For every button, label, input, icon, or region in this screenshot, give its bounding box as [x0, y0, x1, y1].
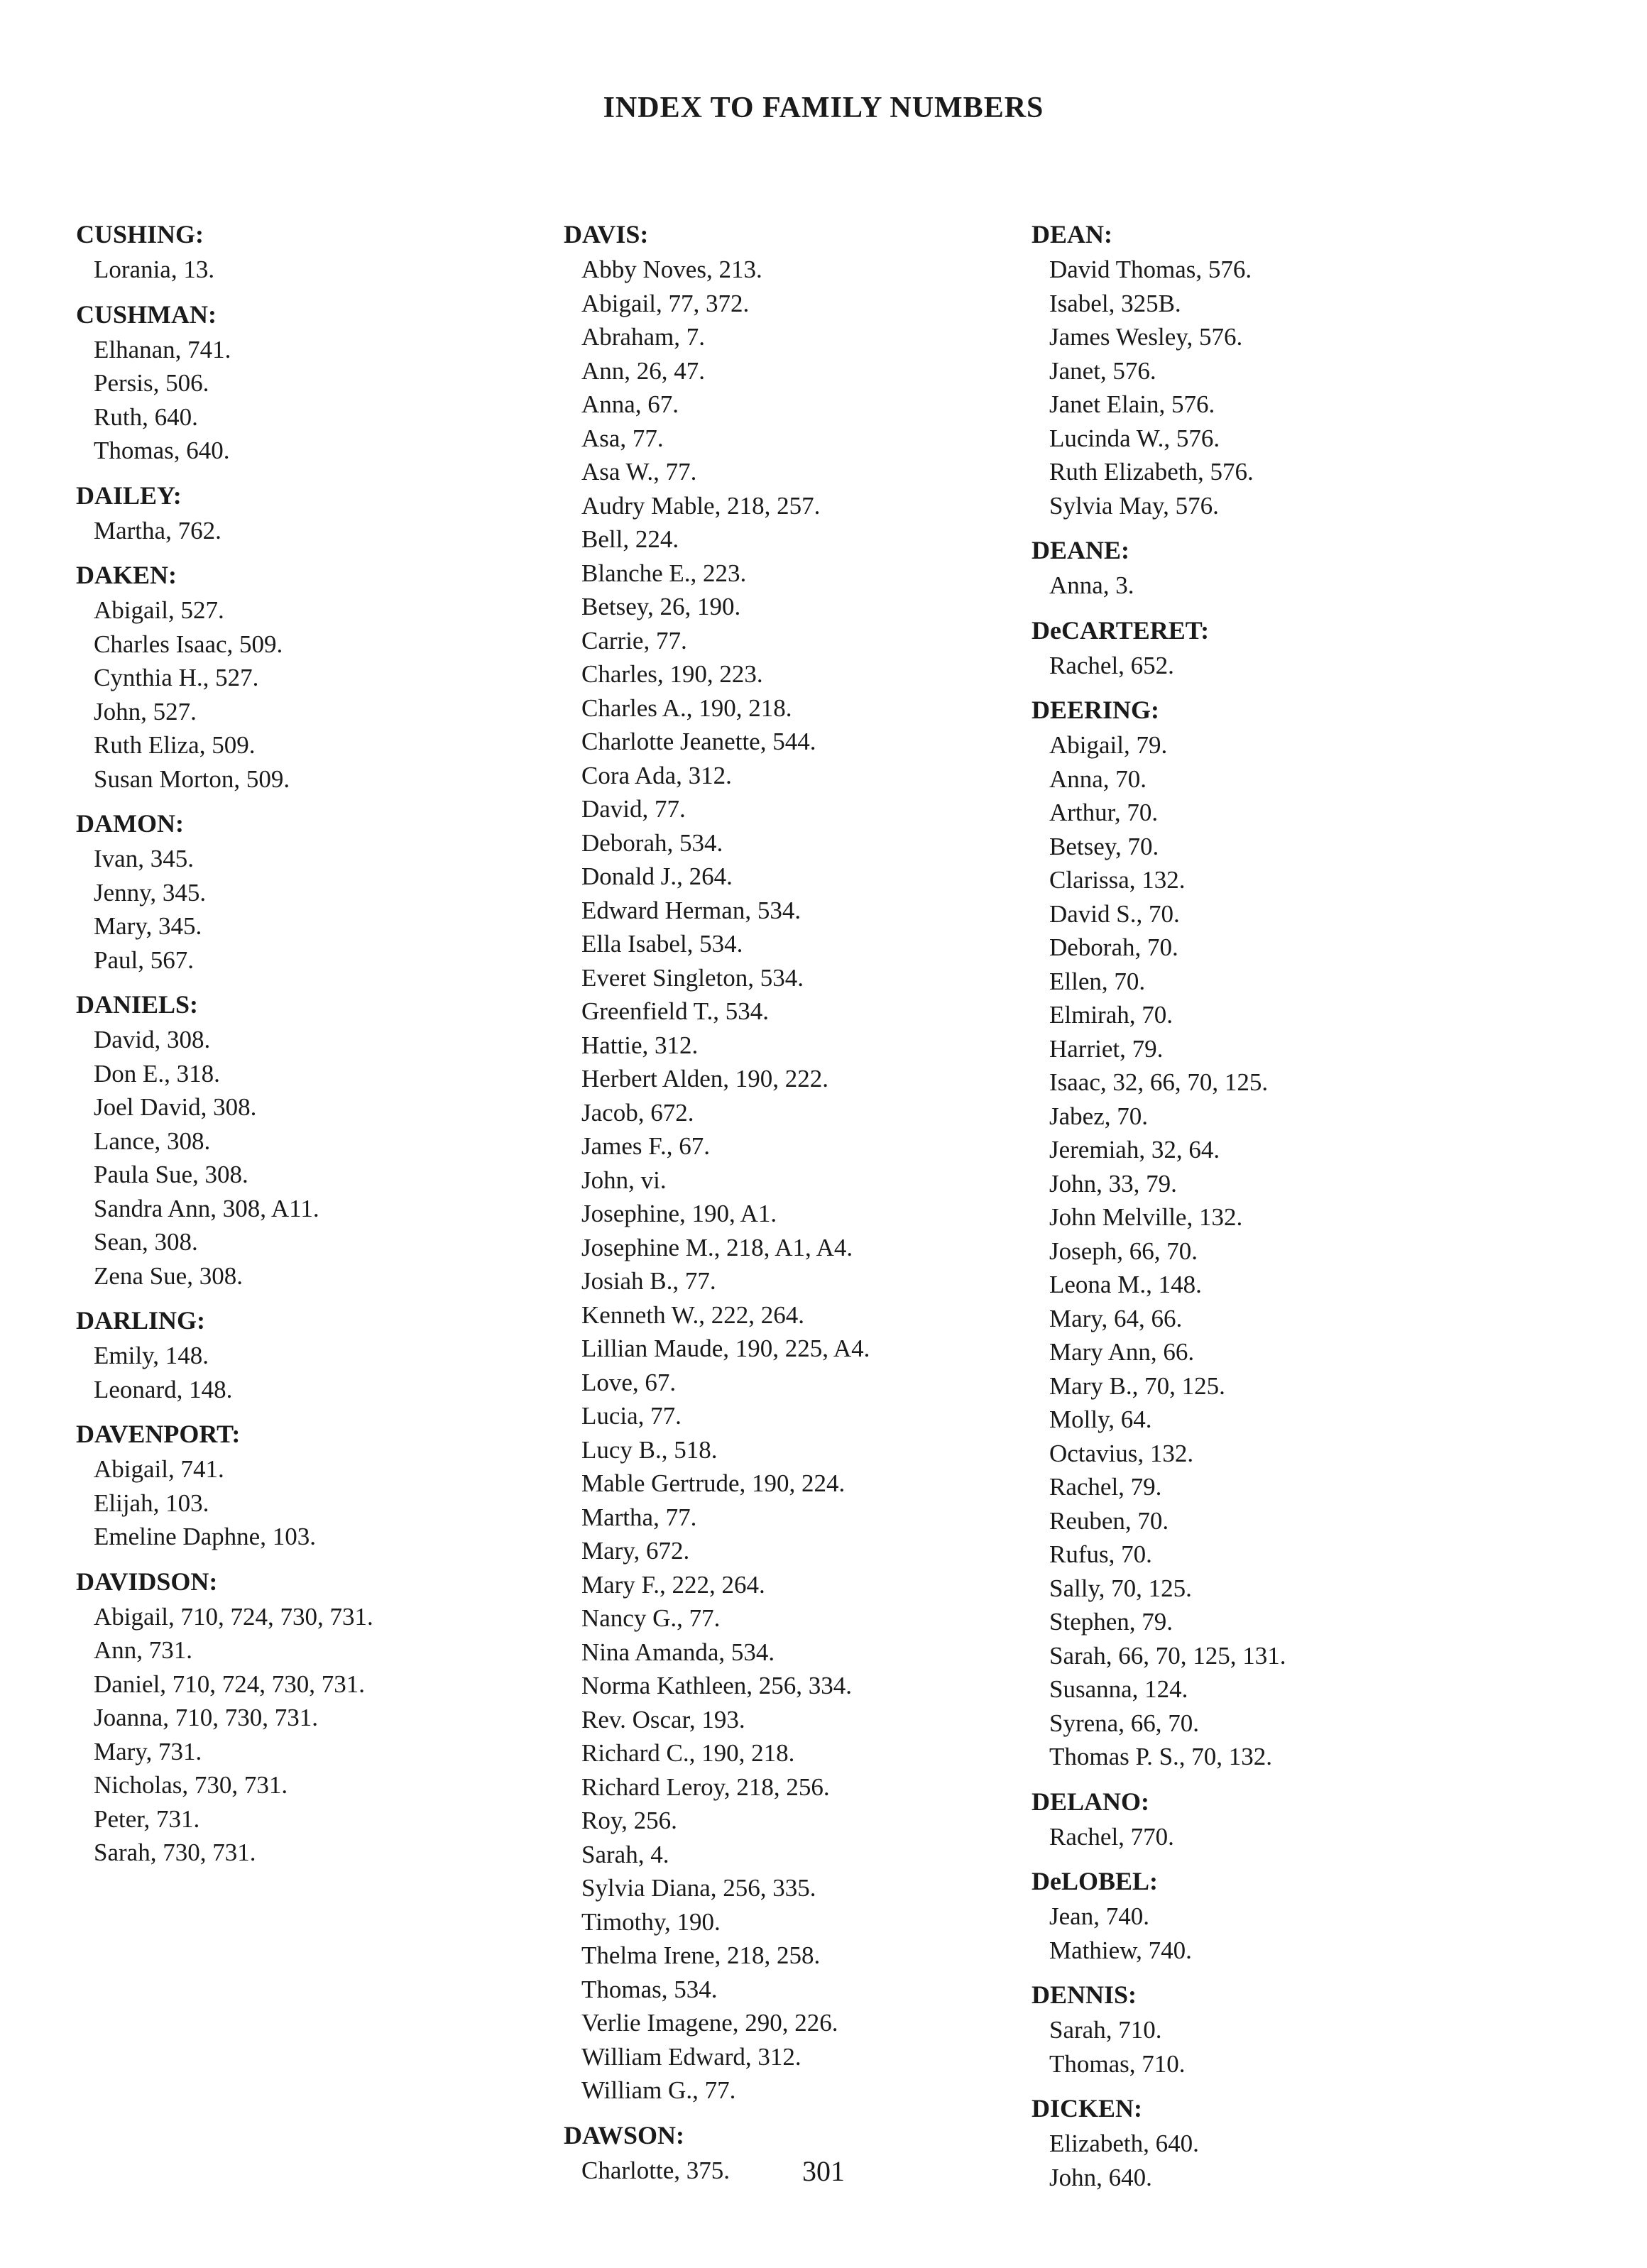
index-entry: Mary F., 222, 264. [581, 1570, 765, 1599]
surname-heading: DAVENPORT: [76, 1420, 241, 1448]
index-entry: Thomas, 534. [581, 1975, 718, 2003]
index-entry: John, 527. [94, 697, 197, 725]
index-entry: Rachel, 770. [1049, 1822, 1174, 1851]
index-entry: Thomas P. S., 70, 132. [1049, 1743, 1273, 1770]
index-entry: Peter, 731. [94, 1804, 200, 1833]
index-entry: Sarah, 710. [1049, 2016, 1162, 2044]
surname-heading: CUSHMAN: [76, 300, 217, 329]
index-entry: John, vi. [581, 1166, 667, 1194]
index-entry: Janet, 576. [1049, 356, 1156, 385]
index-entry: John Melville, 132. [1049, 1203, 1243, 1231]
index-entry: Joseph, 66, 70. [1049, 1237, 1198, 1265]
surname-heading: DANIELS: [76, 990, 199, 1019]
index-entry: Harriet, 79. [1049, 1034, 1164, 1063]
index-column-2 [564, 217, 1025, 2197]
index-entry: Susan Morton, 509. [94, 765, 290, 793]
index-entry: Charlotte Jeanette, 544. [581, 728, 816, 755]
surname-group [76, 1416, 559, 1554]
index-entry: Anna, 3. [1049, 571, 1134, 599]
surname-group [1032, 217, 1500, 522]
index-entry: Betsey, 26, 190. [581, 593, 741, 620]
index-entry: Lucy B., 518. [581, 1435, 718, 1464]
index-entry: James Wesley, 576. [1049, 323, 1243, 351]
index-entry: Nina Amanda, 534. [581, 1638, 775, 1666]
index-entry: Charlotte, 375. [581, 2156, 730, 2184]
index-entry: Zena Sue, 308. [94, 1261, 243, 1290]
index-entry: Elizabeth, 640. [1049, 2130, 1199, 2157]
index-entry: Audry Mable, 218, 257. [581, 491, 821, 520]
index-entry: Sylvia Diana, 256, 335. [581, 1874, 816, 1902]
surname-group [76, 1564, 559, 1870]
index-entry: Lillian Maude, 190, 225, A4. [581, 1335, 870, 1362]
index-entry: Abigail, 77, 372. [581, 289, 750, 317]
surname-heading: DeLOBEL: [1032, 1867, 1159, 1895]
index-entry: Anna, 70. [1049, 765, 1147, 793]
index-entry: Emeline Daphne, 103. [94, 1523, 316, 1550]
surname-group [76, 557, 559, 796]
index-entry: Don E., 318. [94, 1059, 220, 1088]
index-entry: Charles, 190, 223. [581, 660, 763, 688]
index-entry: Josiah B., 77. [581, 1267, 716, 1295]
index-entry: Mary B., 70, 125. [1049, 1371, 1225, 1400]
index-entry: Leonard, 148. [94, 1375, 233, 1403]
index-entry: Verlie Imagene, 290, 226. [581, 2009, 838, 2037]
index-column-3 [1032, 217, 1500, 2204]
index-entry: David, 77. [581, 795, 686, 823]
index-entry: Charles A., 190, 218. [581, 694, 792, 722]
surname-group [76, 217, 559, 287]
index-entry: Stephen, 79. [1049, 1608, 1173, 1636]
index-entry: Jean, 740. [1049, 1902, 1149, 1930]
page-number: 301 [802, 2155, 845, 2187]
index-entry: Sally, 70, 125. [1049, 1574, 1192, 1602]
index-entry: Betsey, 70. [1049, 832, 1159, 860]
index-entry: Thomas, 640. [94, 437, 230, 464]
index-entry: Elmirah, 70. [1049, 1001, 1173, 1029]
surname-heading: DAVIDSON: [76, 1567, 218, 1596]
index-entry: Richard C., 190, 218. [581, 1739, 795, 1767]
surname-heading: DELANO: [1032, 1787, 1150, 1816]
surname-group [76, 297, 559, 468]
surname-heading: DEANE: [1032, 536, 1130, 564]
page-title: INDEX TO FAMILY NUMBERS [603, 92, 1044, 124]
surname-heading: DENNIS: [1032, 1981, 1137, 2009]
index-entry: Sean, 308. [94, 1228, 198, 1256]
index-entry: Mary, 345. [94, 912, 202, 940]
surname-group [76, 987, 559, 1293]
index-entry: Cora Ada, 312. [581, 761, 732, 789]
index-entry: Bell, 224. [581, 525, 679, 553]
index-entry: Ella Isabel, 534. [581, 930, 743, 958]
index-entry: Janet Elain, 576. [1049, 390, 1215, 418]
index-entry: Carrie, 77. [581, 626, 687, 654]
index-entry: Octavius, 132. [1049, 1439, 1194, 1467]
index-entry: Mary, 672. [581, 1537, 690, 1565]
index-entry: John, 33, 79. [1049, 1169, 1177, 1198]
index-entry: Deborah, 534. [581, 828, 723, 857]
index-entry: Paul, 567. [94, 946, 194, 974]
index-entry: Mary Ann, 66. [1049, 1338, 1195, 1366]
surname-group [564, 217, 1025, 2108]
index-entry: Syrena, 66, 70. [1049, 1709, 1199, 1737]
index-entry: Deborah, 70. [1049, 933, 1178, 961]
surname-group [76, 806, 559, 977]
index-entry: Nancy G., 77. [581, 1604, 721, 1632]
index-entry: Asa, 77. [581, 424, 664, 452]
index-entry: Josephine, 190, A1. [581, 1200, 777, 1227]
surname-group [1032, 532, 1500, 603]
surname-heading: DAMON: [76, 809, 184, 838]
index-entry: Lorania, 13. [94, 256, 215, 283]
index-entry: Sarah, 66, 70, 125, 131. [1049, 1641, 1286, 1670]
index-entry: Abigail, 79. [1049, 731, 1168, 759]
index-entry: Abraham, 7. [581, 323, 705, 351]
index-entry: Martha, 762. [94, 516, 221, 544]
index-entry: Love, 67. [581, 1368, 677, 1396]
index-entry: Susanna, 124. [1049, 1675, 1188, 1703]
index-entry: Mathiew, 740. [1049, 1936, 1192, 1964]
surname-heading: CUSHING: [76, 220, 204, 248]
index-entry: Kenneth W., 222, 264. [581, 1300, 805, 1329]
surname-group [76, 478, 559, 548]
index-entry: Everet Singleton, 534. [581, 963, 804, 992]
index-entry: Persis, 506. [94, 369, 209, 397]
index-entry: Ruth Elizabeth, 576. [1049, 458, 1254, 486]
index-entry: Paula Sue, 308. [94, 1161, 248, 1188]
index-entry: Sarah, 730, 731. [94, 1839, 256, 1866]
index-entry: Thelma Irene, 218, 258. [581, 1941, 821, 1969]
index-entry: Ann, 26, 47. [581, 356, 706, 385]
index-entry: Molly, 64. [1049, 1406, 1152, 1433]
surname-heading: DAWSON: [564, 2120, 685, 2149]
index-entry: Donald J., 264. [581, 862, 733, 890]
index-entry: Mary, 731. [94, 1737, 202, 1765]
surname-group [1032, 613, 1500, 683]
surname-heading: DAKEN: [76, 561, 177, 589]
index-entry: Lucinda W., 576. [1049, 424, 1220, 452]
index-entry: Mary, 64, 66. [1049, 1304, 1183, 1332]
index-entry: James F., 67. [581, 1132, 710, 1160]
index-entry: Thomas, 710. [1049, 2049, 1186, 2078]
surname-group [1032, 1784, 1500, 1854]
index-entry: Cynthia H., 527. [94, 664, 259, 691]
index-entry: Abby Noves, 213. [581, 256, 762, 283]
surname-heading: DARLING: [76, 1306, 206, 1335]
index-entry: Norma Kathleen, 256, 334. [581, 1672, 853, 1699]
index-entry: Jeremiah, 32, 64. [1049, 1136, 1220, 1163]
index-entry: Lance, 308. [94, 1127, 211, 1155]
index-entry: David Thomas, 576. [1049, 256, 1252, 283]
index-entry: Rachel, 79. [1049, 1473, 1162, 1501]
index-entry: Richard Leroy, 218, 256. [581, 1773, 830, 1801]
surname-group [1032, 1863, 1500, 1967]
index-entry: Rachel, 652. [1049, 651, 1174, 679]
index-entry: Abigail, 741. [94, 1455, 224, 1483]
index-entry: Sarah, 4. [581, 1840, 669, 1868]
index-entry: William Edward, 312. [581, 2042, 801, 2071]
index-entry: Greenfield T., 534. [581, 997, 770, 1025]
index-entry: Roy, 256. [581, 1807, 677, 1834]
index-entry: Ellen, 70. [1049, 967, 1146, 995]
index-entry: Rev. Oscar, 193. [581, 1705, 745, 1733]
index-entry: William G., 77. [581, 2076, 736, 2104]
index-entry: Reuben, 70. [1049, 1506, 1169, 1535]
index-entry: Hattie, 312. [581, 1031, 699, 1059]
index-entry: Leona M., 148. [1049, 1271, 1202, 1298]
index-entry: Ivan, 345. [94, 845, 194, 872]
index-entry: Elhanan, 741. [94, 335, 231, 363]
index-column-1 [76, 217, 559, 1880]
surname-group [1032, 1977, 1500, 2081]
index-entry: Mable Gertrude, 190, 224. [581, 1469, 846, 1497]
index-entry: Ruth Eliza, 509. [94, 731, 256, 759]
index-entry: Jabez, 70. [1049, 1102, 1148, 1130]
index-entry: Nicholas, 730, 731. [94, 1771, 288, 1799]
surname-heading: DAVIS: [564, 220, 649, 248]
index-entry: Sandra Ann, 308, A11. [94, 1194, 319, 1222]
index-entry: David, 308. [94, 1026, 211, 1053]
index-entry: Daniel, 710, 724, 730, 731. [94, 1670, 366, 1698]
surname-heading: DEAN: [1032, 220, 1112, 248]
index-entry: Jacob, 672. [581, 1098, 694, 1127]
index-entry: John, 640. [1049, 2163, 1152, 2191]
index-entry: Herbert Alden, 190, 222. [581, 1065, 828, 1092]
index-entry: Isabel, 325B. [1049, 289, 1181, 317]
index-entry: Timothy, 190. [581, 1907, 721, 1936]
index-entry: Elijah, 103. [94, 1489, 209, 1517]
index-entry: Edward Herman, 534. [581, 896, 801, 924]
index-entry: Abigail, 527. [94, 596, 224, 624]
index-entry: Anna, 67. [581, 390, 679, 418]
index-entry: David S., 70. [1049, 899, 1180, 928]
surname-heading: DEERING: [1032, 696, 1160, 724]
index-entry: Joel David, 308. [94, 1093, 257, 1121]
surname-heading: DICKEN: [1032, 2094, 1143, 2122]
surname-heading: DeCARTERET: [1032, 615, 1210, 645]
index-entry: Martha, 77. [581, 1503, 697, 1531]
index-entry: Blanche E., 223. [581, 559, 747, 587]
index-entry: Isaac, 32, 66, 70, 125. [1049, 1068, 1269, 1096]
surname-group [76, 1303, 559, 1406]
index-entry: Ann, 731. [94, 1636, 193, 1664]
index-entry: Emily, 148. [94, 1342, 209, 1369]
index-entry: Lucia, 77. [581, 1402, 682, 1430]
surname-heading: DAILEY: [76, 481, 182, 510]
surname-group [1032, 692, 1500, 1774]
index-entry: Asa W., 77. [581, 458, 697, 486]
index-entry: Sylvia May, 576. [1049, 491, 1219, 520]
index-entry: Charles Isaac, 509. [94, 630, 283, 658]
index-entry: Ruth, 640. [94, 402, 198, 431]
index-entry: Josephine M., 218, A1, A4. [581, 1233, 853, 1261]
index-entry: Jenny, 345. [94, 878, 207, 906]
index-entry: Rufus, 70. [1049, 1540, 1152, 1568]
index-entry: Joanna, 710, 730, 731. [94, 1704, 318, 1731]
index-entry: Arthur, 70. [1049, 799, 1159, 826]
index-entry: Clarissa, 132. [1049, 866, 1186, 894]
index-entry: Abigail, 710, 724, 730, 731. [94, 1602, 373, 1631]
